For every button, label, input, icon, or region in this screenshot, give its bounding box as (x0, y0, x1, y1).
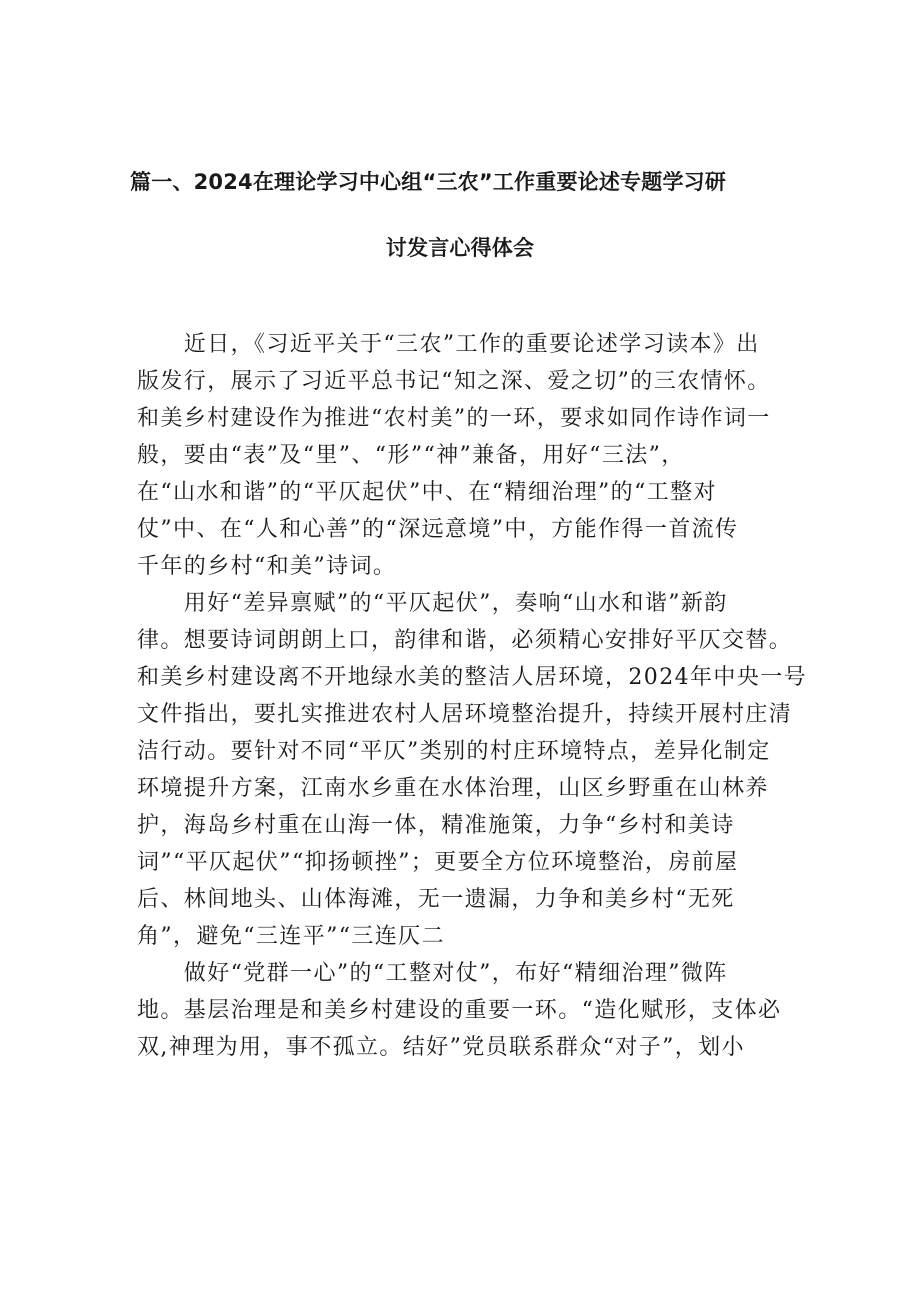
text-line: 做好“党群一心”的“工整对仗”，布好“精细治理”微阵 (137, 961, 728, 986)
text-line: 用好“差异禀赋”的“平仄起伏”，奏响“山水和谐”新韵 (137, 591, 728, 616)
text-line: 律。想要诗词朗朗上口，韵律和谐，必须精心安排好平仄交替。 (137, 628, 793, 653)
text-line: 地。基层治理是和美乡村建设的重要一环。“造化赋形，支体必 (137, 998, 782, 1023)
text-line: 词”“平仄起伏”“抑扬顿挫”；更要全方位环境整治，房前屋 (137, 850, 739, 875)
text-line: 后、林间地头、山体海滩，无一遗漏，力争和美乡村“无死 (137, 887, 735, 912)
document-body (137, 326, 807, 1066)
text-line: 和美乡村建设离不开地绿水美的整洁人居环境，2024年中央一号 (137, 665, 807, 690)
text-line: 版发行，展示了习近平总书记“知之深、爱之切”的三农情怀。 (137, 369, 771, 394)
text-line: 近日，《习近平关于“三农”工作的重要论述学习读本》出 (137, 332, 760, 357)
text-line: 般，要由“表”及“里”、“形”“神”兼备，用好“三法”， (137, 443, 685, 468)
document-title-line-2: 讨发言心得体会 (385, 236, 535, 260)
text-line: 仗”中、在“人和心善”的“深远意境”中，方能作得一首流传 (137, 517, 739, 542)
text-line: 护，海岛乡村重在山海一体，精准施策，力争“乡村和美诗 (137, 813, 735, 838)
text-line: 角”，避免“三连平”“三连仄二 (137, 924, 445, 949)
text-line: 环境提升方案，江南水乡重在水体治理，山区乡野重在山林养 (137, 776, 769, 801)
text-line: 在“山水和谐”的“平仄起伏”中、在“精细治理”的“工整对 (137, 480, 717, 505)
paragraph-2 (137, 585, 807, 955)
text-line: 文件指出，要扎实推进农村人居环境整治提升，持续开展村庄清 (137, 702, 793, 727)
paragraph-3 (137, 955, 797, 1066)
text-line: 双,神理为用，事不孤立。结好”党员联系群众“对子”，划小 (137, 1035, 745, 1060)
text-line: 千年的乡村“和美”诗词。 (137, 554, 397, 579)
paragraph-1 (137, 326, 797, 585)
text-line: 和美乡村建设作为推进“农村美”的一环，要求如同作诗作词一 (137, 406, 771, 431)
document-title-line-1: 篇一、2024在理论学习中心组“三农”工作重要论述专题学习研 (130, 170, 727, 194)
text-line: 洁行动。要针对不同“平仄”类别的村庄环境特点，差异化制定 (137, 739, 771, 764)
